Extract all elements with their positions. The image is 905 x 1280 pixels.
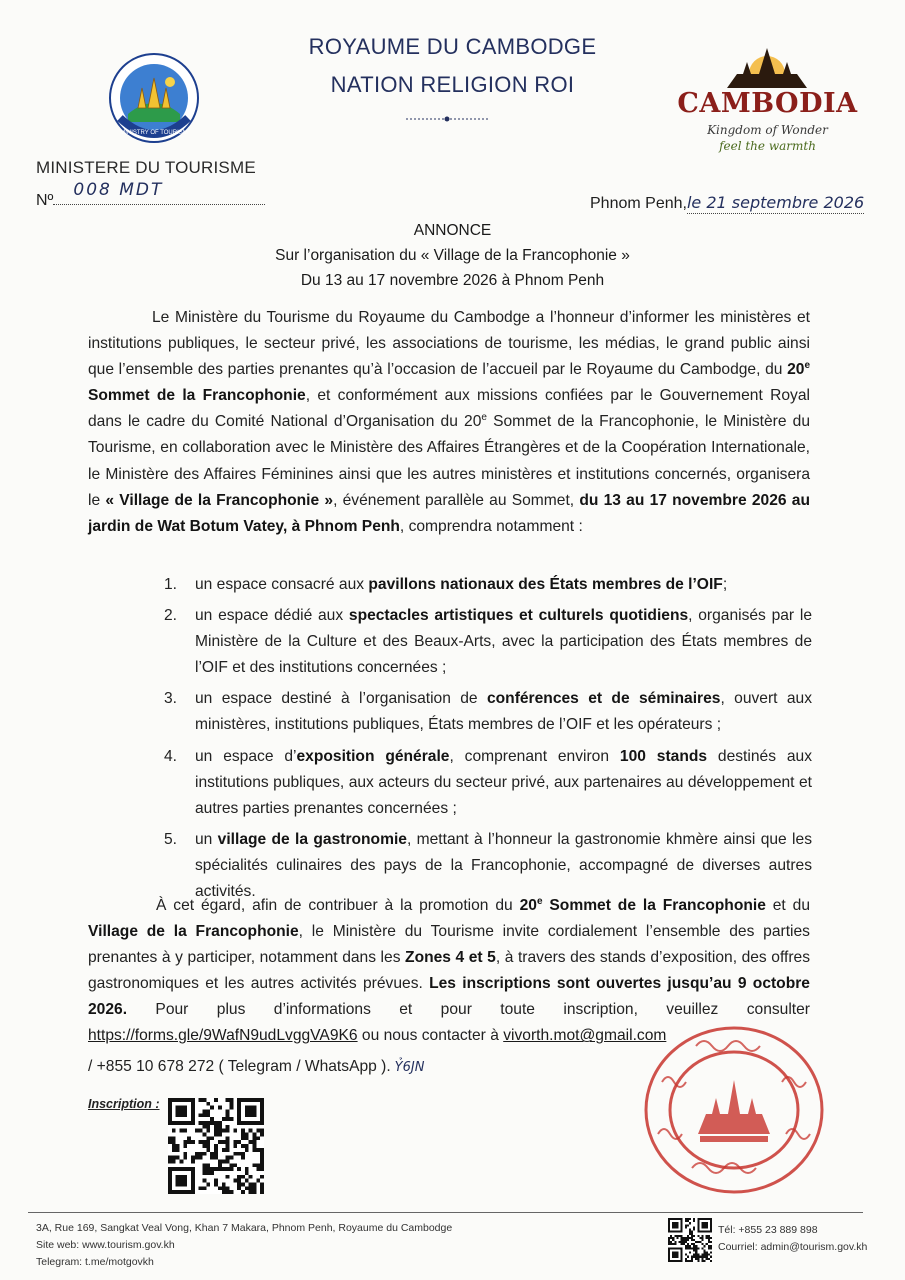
ministry-seal-icon xyxy=(108,52,200,144)
p1-bold: 20 xyxy=(787,361,805,379)
p2-text: À cet égard, afin de contribuer à la promotion du xyxy=(156,897,520,914)
features-list xyxy=(164,572,812,905)
footer-phone: Tél: +855 23 889 898 xyxy=(718,1224,818,1236)
p2-text: , à travers des stands d’exposition, des offres gastronomiques et les autres activités prévues. xyxy=(88,949,810,993)
list-text: ; xyxy=(722,576,728,593)
p2-bold: Sommet de la Francophonie xyxy=(542,897,766,914)
list-number: 5. xyxy=(164,830,178,848)
announcement-subject: Sur l’organisation du « Village de la Francophonie » xyxy=(275,247,630,264)
list-bold: 100 stands xyxy=(619,747,708,765)
official-stamp-icon xyxy=(640,1022,828,1198)
list-text: un espace destiné à l’organisation de xyxy=(195,690,487,708)
handwritten-date: le 21 septembre 2026 xyxy=(686,193,865,212)
list-text: , ouvert aux ministères, institutions publiques, États membres de l’OIF et les opérateurs ; xyxy=(195,690,812,734)
contact-phone-line xyxy=(88,1058,424,1076)
footer-divider xyxy=(28,1212,863,1213)
list-number: 2. xyxy=(164,607,178,625)
p1-bold: Sommet de la Francophonie xyxy=(88,387,306,405)
intro-paragraph xyxy=(88,305,810,540)
brand-slogan: feel the warmth xyxy=(719,139,816,153)
p2-bold: 20 xyxy=(519,897,537,914)
handwritten-initials: Ỷ6JN xyxy=(394,1060,425,1075)
p1-bold: « Village de la Francophonie » xyxy=(105,491,334,509)
p2-text: et du xyxy=(765,897,810,914)
list-number: 4. xyxy=(164,747,178,765)
list-bold: spectacles artistiques et culturels quotidiens xyxy=(348,607,689,625)
p1-text: Le Ministère du Tourisme du Royaume du Cambodge a l’honneur d’informer les ministères et institutions publiques, le secteur privé, les associations de tourisme, les médias, le grand public ainsi que l’ensemble des parties prenantes qu’à l’occasion de l’accueil par le Royaume du Cambodge, du xyxy=(88,309,810,379)
list-bold: conférences et de séminaires xyxy=(486,690,721,708)
p1-text: , comprendra notamment : xyxy=(399,517,583,535)
place: Phnom Penh, xyxy=(590,195,687,212)
list-number: 3. xyxy=(164,690,178,708)
list-text: un espace d’ xyxy=(195,747,297,765)
kingdom-title: ROYAUME DU CAMBODGE xyxy=(308,34,597,59)
p1-sup: e xyxy=(481,412,487,424)
p2-text: , le Ministère du Tourisme invite cordialement l’ensemble des parties prenantes à y participer, notamment dans les xyxy=(88,923,810,967)
footer-qr-code[interactable] xyxy=(668,1218,712,1262)
list-text: destinés aux institutions publiques, aux acteurs du secteur privé, aux partenaires au développement et autres parties prenantes concernées ; xyxy=(195,747,812,817)
logo-caption: MINISTRY OF TOURISM xyxy=(120,130,188,136)
footer-telegram[interactable]: Telegram: t.me/motgovkh xyxy=(36,1256,154,1268)
contact-email-link[interactable]: vivorth.mot@gmail.com xyxy=(503,1027,667,1045)
p2-bold: Zones 4 et 5 xyxy=(405,949,496,967)
announcement-heading: ANNONCE xyxy=(413,222,492,239)
p2-text: Pour plus d’informations et pour toute inscription, veuillez consulter xyxy=(127,1001,810,1019)
ref-handwritten-number: 008 MDT xyxy=(73,180,164,200)
list-bold: exposition générale xyxy=(296,747,450,765)
ornament-divider xyxy=(402,114,492,124)
contact-phone: / +855 10 678 272 ( Telegram / WhatsApp ). xyxy=(88,1058,391,1075)
cambodia-brand-logo xyxy=(665,44,870,159)
p1-sup: e xyxy=(804,360,810,371)
list-text: , comprenant environ xyxy=(449,747,620,765)
list-text: , mettant à l’honneur la gastronomie khmère ainsi que les spécialités culinaires des pays de la Francophonie, accompagné de diverses autres activités. xyxy=(195,830,812,901)
list-number: 1. xyxy=(164,576,178,593)
list-text: un espace consacré aux xyxy=(195,576,369,593)
national-motto: NATION RELIGION ROI xyxy=(330,72,575,97)
ref-prefix: Nº xyxy=(36,192,54,209)
footer-address: 3A, Rue 169, Sangkat Veal Vong, Khan 7 Makara, Phnom Penh, Royaume du Cambodge xyxy=(36,1222,453,1234)
list-text: , organisés par le Ministère de la Culture et des Beaux-Arts, avec la participation des États membres de l’OIF et des institutions concernées ; xyxy=(195,607,812,677)
p2-text: ou nous contacter à xyxy=(357,1027,504,1045)
list-item xyxy=(164,603,812,681)
ministry-name: MINISTERE DU TOURISME xyxy=(36,158,256,177)
list-item xyxy=(164,686,812,738)
p2-bold: Village de la Francophonie xyxy=(88,923,299,941)
brand-tagline: Kingdom of Wonder xyxy=(707,123,828,137)
p1-text: , et conformément aux missions confiées par le Gouvernement Royal dans le cadre du Comité National d’Organisation du 20 xyxy=(88,387,810,431)
registration-form-link[interactable]: https://forms.gle/9WafN9udLvggVA9K6 xyxy=(88,1027,358,1045)
inscription-label: Inscription : xyxy=(88,1097,160,1111)
p1-text: Sommet de la Francophonie, le Ministère du Tourisme, en collaboration avec le Ministère des Affaires Étrangères et de la Coopération Internationale, le Ministère des Affaires Féminines ainsi que les autres ministères et institutions concernés, organisera le xyxy=(88,413,810,509)
footer-website[interactable]: Site web: www.tourism.gov.kh xyxy=(36,1239,175,1251)
p2-bold: Les inscriptions sont ouvertes jusqu’au 9 octobre 2026. xyxy=(88,975,810,1019)
registration-qr-code[interactable] xyxy=(168,1098,264,1194)
p1-bold: du 13 au 17 novembre 2026 au jardin de Wat Botum Vatey, à Phnom Penh xyxy=(88,491,810,535)
announcement-dates: Du 13 au 17 novembre 2026 à Phnom Penh xyxy=(300,272,605,289)
place-and-date xyxy=(590,193,864,213)
list-bold: village de la gastronomie xyxy=(217,830,407,848)
footer-contact-block xyxy=(718,1222,867,1256)
list-bold: pavillons nationaux des États membres de l’OIF xyxy=(368,576,723,593)
list-text: un xyxy=(195,830,218,848)
brand-name: CAMBODIA xyxy=(677,88,858,119)
angkor-temple-icon xyxy=(717,44,817,88)
p1-text: , événement parallèle au Sommet, xyxy=(333,491,580,509)
footer-email[interactable]: Courriel: admin@tourism.gov.kh xyxy=(718,1241,868,1253)
list-text: un espace dédié aux xyxy=(195,607,349,625)
list-item xyxy=(164,572,812,598)
footer-address-block xyxy=(36,1220,452,1271)
reference-number xyxy=(36,180,265,210)
list-item xyxy=(164,744,812,822)
p2-sup: e xyxy=(536,895,543,907)
